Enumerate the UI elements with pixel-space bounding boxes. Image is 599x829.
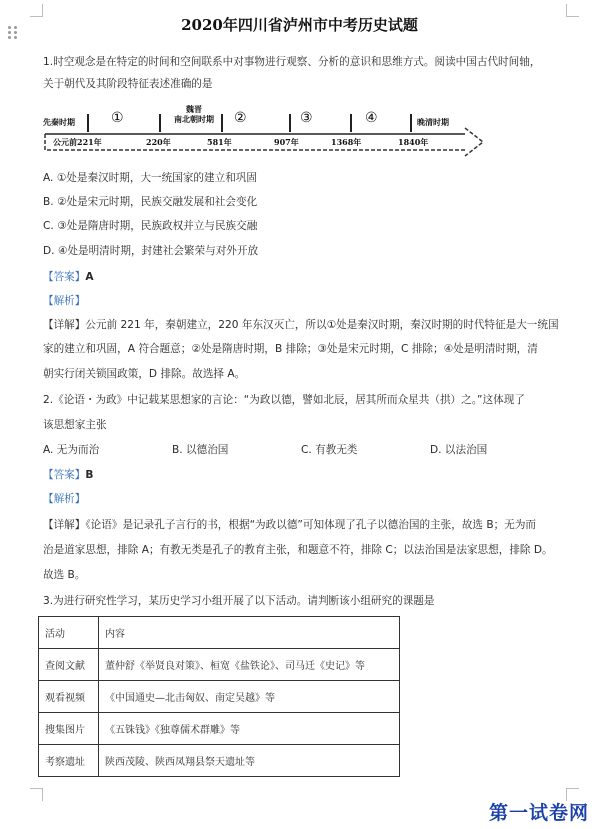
timeline-tick bbox=[159, 114, 161, 132]
timeline-segment-marker: ④ bbox=[365, 110, 378, 126]
table-cell-activity: 考察遗址 bbox=[39, 745, 99, 777]
page-corner-mark bbox=[30, 788, 43, 801]
q2-stem: 该思想家主张 bbox=[43, 419, 107, 431]
timeline-segment-label: 先秦时期 bbox=[43, 117, 75, 127]
table-row bbox=[39, 649, 400, 681]
q1-stem: 关于朝代及其阶段特征表述准确的是 bbox=[43, 78, 213, 90]
detail-text: 《论语》是记录孔子言行的书，根据“为政以德”可知体现了孔子以德治国的主张，故选 B；无为而 bbox=[85, 519, 537, 531]
q1-detail: 家的建立和巩固，A 符合题意；②处是隋唐时期，B 排除；③处是宋元时期，C 排除；④处是明清时期，清 bbox=[43, 343, 538, 355]
timeline-tick bbox=[221, 114, 223, 132]
answer-label: 【答案】 bbox=[43, 469, 86, 481]
timeline-arrow bbox=[43, 104, 489, 164]
site-watermark: 第一试卷网 bbox=[488, 802, 589, 824]
table-cell-content: 《中国通史—北击匈奴、南定吴越》等 bbox=[99, 681, 400, 713]
table-row bbox=[39, 745, 400, 777]
q2-option-d: D. 以法治国 bbox=[430, 444, 488, 456]
activity-table bbox=[38, 616, 400, 777]
timeline-year: 581年 bbox=[207, 137, 232, 147]
q2-option-a: A. 无为而治 bbox=[43, 444, 100, 456]
q2-detail: 治是道家思想，排除 A；有教无类是孔子的教育主张，和题意不符，排除 C；以法治国是法家思想，排除 D。 bbox=[43, 544, 553, 556]
timeline-year: 1840年 bbox=[398, 137, 429, 147]
detail-label: 【详解】 bbox=[43, 319, 86, 331]
q1-option-d: D. ④处是明清时期，封建社会繁荣与对外开放 bbox=[43, 245, 259, 257]
table-row bbox=[39, 681, 400, 713]
q1-stem: 1.时空观念是在特定的时间和空间联系中对事物进行观察、分析的意识和思维方式。阅读中国古代时间轴， bbox=[43, 56, 541, 68]
answer-label: 【答案】 bbox=[43, 271, 86, 283]
table-cell-activity: 查阅文献 bbox=[39, 649, 99, 681]
table-cell-activity: 观看视频 bbox=[39, 681, 99, 713]
q2-option-c: C. 有教无类 bbox=[301, 444, 358, 456]
timeline-year: 907年 bbox=[274, 137, 299, 147]
timeline-year: 220年 bbox=[146, 137, 171, 147]
q1-detail: 朝实行闭关锁国政策，D 排除。故选择 A。 bbox=[43, 368, 246, 380]
table-cell-content: 董仲舒《举贤良对策》、桓宽《盐铁论》、司马迁《史记》等 bbox=[99, 649, 400, 681]
detail-label: 【详解】 bbox=[43, 519, 86, 531]
table-cell-activity: 搜集图片 bbox=[39, 713, 99, 745]
timeline-segment-marker: ② bbox=[234, 110, 247, 126]
q2-answer bbox=[43, 468, 573, 483]
timeline-figure bbox=[43, 104, 489, 164]
page-title: 2020年四川省泸州市中考历史试题 bbox=[181, 16, 418, 34]
q1-option-b: B. ②处是宋元时期，民族交融发展和社会变化 bbox=[43, 196, 258, 208]
timeline-segment-marker: ① bbox=[111, 110, 124, 126]
q2-detail: 故选 B。 bbox=[43, 569, 86, 581]
table-cell-content: 陕西茂陵、陕西凤翔县祭天遗址等 bbox=[99, 745, 400, 777]
q2-analysis-label: 【解析】 bbox=[43, 493, 86, 505]
timeline-year: 公元前221年 bbox=[53, 137, 102, 147]
q1-option-a: A. ①处是秦汉时期，大一统国家的建立和巩固 bbox=[43, 172, 257, 184]
q1-detail bbox=[43, 318, 573, 333]
answer-value: A bbox=[85, 271, 94, 283]
q3-stem: 3.为进行研究性学习，某历史学习小组开展了以下活动。请判断该小组研究的课题是 bbox=[43, 595, 435, 607]
q2-stem: 2.《论语・为政》中记载某思想家的言论：“为政以德，譬如北辰，居其所而众星共（拱）之。”这体现了 bbox=[43, 394, 525, 406]
q2-option-b: B. 以德治国 bbox=[172, 444, 229, 456]
detail-text: 公元前 221 年，秦朝建立，220 年东汉灭亡，所以①处是秦汉时期，秦汉时期的时代特征是大一统国 bbox=[85, 319, 559, 331]
timeline-tick bbox=[87, 114, 89, 132]
q1-answer bbox=[43, 270, 573, 285]
timeline-year: 1368年 bbox=[331, 137, 362, 147]
answer-value: B bbox=[85, 469, 94, 481]
timeline-tick bbox=[410, 114, 412, 132]
table-header-cell: 内容 bbox=[99, 617, 400, 649]
table-cell-content: 《五铢钱》《独尊儒术群雕》等 bbox=[99, 713, 400, 745]
timeline-tick bbox=[289, 114, 291, 132]
table-header-row bbox=[39, 617, 400, 649]
q1-option-c: C. ③处是隋唐时期，民族政权并立与民族交融 bbox=[43, 220, 258, 232]
q1-analysis-label: 【解析】 bbox=[43, 295, 86, 307]
q2-detail bbox=[43, 518, 573, 533]
timeline-segment-label: 晚清时期 bbox=[417, 117, 449, 127]
timeline-tick bbox=[350, 114, 352, 132]
timeline-segment-label: 魏晋 南北朝时期 bbox=[174, 104, 214, 124]
timeline-segment-marker: ③ bbox=[300, 110, 313, 126]
table-row bbox=[39, 713, 400, 745]
table-header-cell: 活动 bbox=[39, 617, 99, 649]
